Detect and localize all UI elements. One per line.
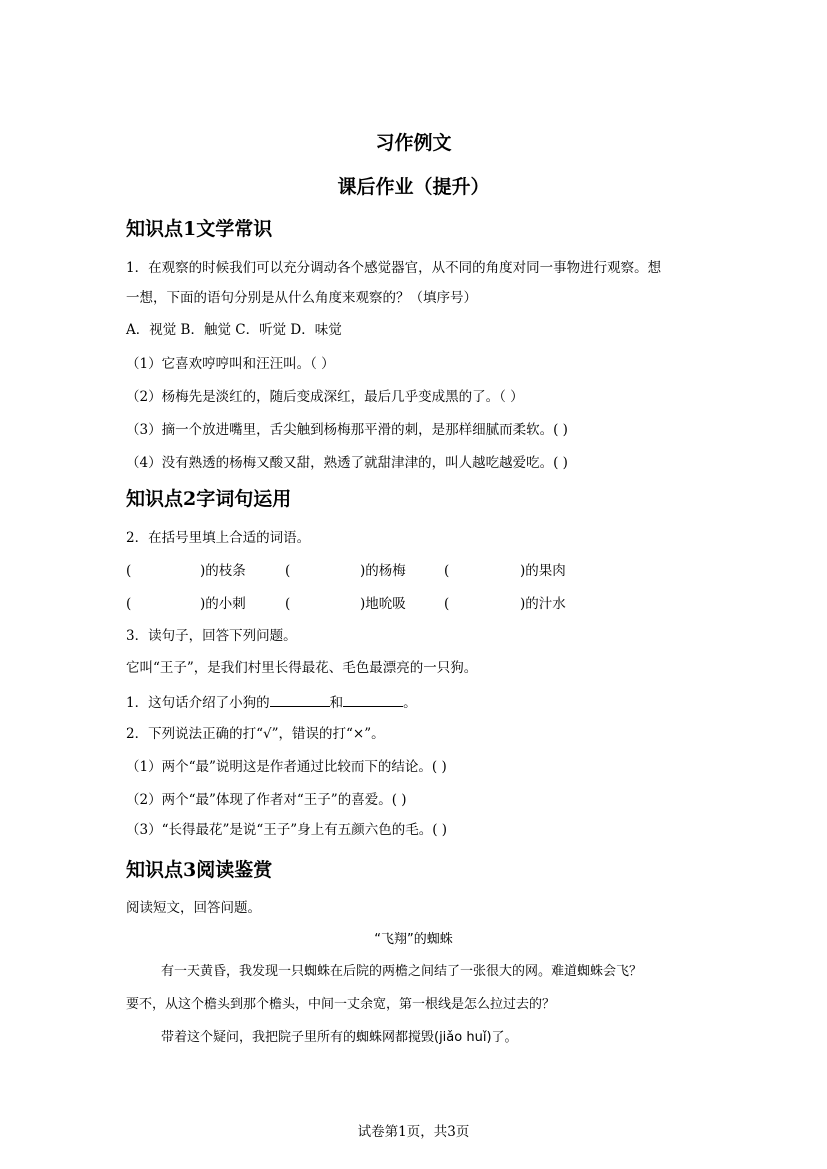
section-heading-2: 知识点2字词句运用 bbox=[126, 488, 292, 510]
q3-item: （2）两个“最”体现了作者对“王子”的喜爱。( ) bbox=[126, 792, 407, 808]
q1-line1: 1．在观察的时候我们可以充分调动各个感觉器官，从不同的角度对同一事物进行观察。想 bbox=[126, 260, 662, 276]
fill-paren: ( bbox=[444, 563, 450, 579]
fill-word: )的小刺 bbox=[200, 596, 246, 612]
fill-paren: ( bbox=[126, 596, 132, 612]
story-title: “飞翔”的蜘蛛 bbox=[374, 932, 453, 947]
fill-paren: ( bbox=[285, 596, 291, 612]
q3-prompt: 3．读句子，回答下列问题。 bbox=[126, 628, 297, 644]
answer-blank[interactable] bbox=[270, 692, 330, 707]
q3-sub1 bbox=[126, 692, 417, 712]
q3-sub1-text: 1．这句话介绍了小狗的 bbox=[126, 695, 270, 711]
fill-paren: ( bbox=[444, 596, 450, 612]
fill-paren: ( bbox=[285, 563, 291, 579]
section-heading-3: 知识点3阅读鉴赏 bbox=[126, 859, 273, 881]
q1-options: A．视觉 B．触觉 C．听觉 D．味觉 bbox=[126, 322, 342, 338]
q3-sentence: 它叫“王子”，是我们村里长得最花、毛色最漂亮的一只狗。 bbox=[126, 660, 478, 676]
q1-item: （2）杨梅先是淡红的，随后变成深红，最后几乎变成黑的了。（ ） bbox=[126, 389, 524, 405]
fill-word: )的杨梅 bbox=[360, 563, 406, 579]
q1-line2: 一想，下面的语句分别是从什么角度来观察的？（填序号） bbox=[126, 290, 477, 306]
section-heading-1: 知识点1文学常识 bbox=[126, 218, 273, 240]
fill-word: )的果肉 bbox=[520, 563, 566, 579]
answer-blank[interactable] bbox=[343, 692, 403, 707]
story-paragraph: 有一天黄昏，我发现一只蜘蛛在后院的两檐之间结了一张很大的网。难道蜘蛛会飞？ bbox=[161, 964, 643, 979]
q1-item: （3）摘一个放进嘴里，舌尖触到杨梅那平滑的刺，是那样细腻而柔软。( ) bbox=[126, 422, 568, 438]
q2-prompt: 2．在括号里填上合适的词语。 bbox=[126, 530, 311, 546]
fill-paren: ( bbox=[126, 563, 132, 579]
q3-sub1-and: 和 bbox=[329, 695, 344, 711]
q1-item: （4）没有熟透的杨梅又酸又甜，熟透了就甜津津的，叫人越吃越爱吃。( ) bbox=[126, 455, 568, 471]
doc-subtitle: 课后作业（提升） bbox=[337, 176, 490, 198]
doc-title: 习作例文 bbox=[375, 132, 452, 154]
reading-prompt: 阅读短文，回答问题。 bbox=[126, 900, 261, 916]
story-paragraph: 带着这个疑问，我把院子里所有的蜘蛛网都搅毁(jiǎo huǐ)了。 bbox=[161, 1030, 518, 1045]
story-paragraph: 要不，从这个檐头到那个檐头，中间一丈余宽，第一根线是怎么拉过去的？ bbox=[126, 997, 556, 1012]
q3-item: （3）“长得最花”是说“王子”身上有五颜六色的毛。( ) bbox=[126, 822, 448, 838]
fill-word: )的枝条 bbox=[200, 563, 246, 579]
q1-item: （1）它喜欢哼哼叫和汪汪叫。（ ） bbox=[126, 356, 335, 372]
q3-sub1-end: 。 bbox=[403, 695, 417, 711]
q3-sub2: 2．下列说法正确的打“√”，错误的打“×”。 bbox=[126, 726, 385, 742]
q3-item: （1）两个“最”说明这是作者通过比较而下的结论。( ) bbox=[126, 759, 447, 775]
page-footer: 试卷第1页，共3页 bbox=[357, 1124, 470, 1140]
fill-word: )地吮吸 bbox=[360, 596, 406, 612]
fill-word: )的汁水 bbox=[520, 596, 566, 612]
